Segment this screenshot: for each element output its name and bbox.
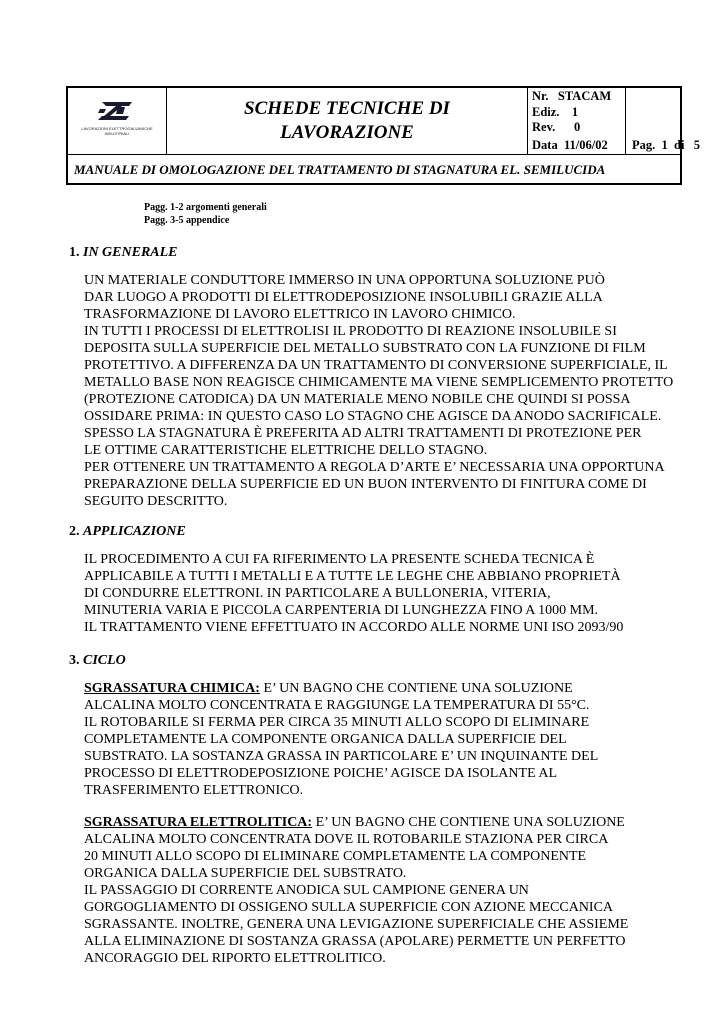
text-line: IL PASSAGGIO DI CORRENTE ANODICA SUL CAMPIONE GENERA UN — [84, 883, 529, 898]
text-line: ANCORAGGIO DEL RIPORTO ELETTROLITICO. — [84, 951, 386, 966]
section-1-body — [84, 272, 673, 510]
section-heading-1 — [69, 244, 178, 261]
block-first-line: E’ UN BAGNO CHE CONTIENE UNA SOLUZIONE — [259, 681, 573, 696]
logo-subtext: LAVORAZIONI ELETTROGALVANICHE INDUSTRIALI — [81, 126, 153, 136]
text-line: METALLO BASE NON REAGISCE CHIMICAMENTE MA VIENE SEMPLICEMENTO PROTETTO — [84, 375, 674, 390]
section-heading-2 — [69, 523, 186, 540]
section-heading-3 — [69, 652, 126, 669]
text-line: SPESSO LA STAGNATURA È PREFERITA AD ALTRI TRATTAMENTI DI PROTEZIONE PER — [84, 426, 642, 441]
block-first-line: E’ UN BAGNO CHE CONTIENE UNA SOLUZIONE — [312, 815, 625, 830]
text-line: ALCALINA MOLTO CONCENTRATA DOVE IL ROTOBARILE STAZIONA PER CIRCA — [84, 832, 609, 847]
section-number: 1. — [69, 245, 80, 260]
section-number: 3. — [69, 653, 80, 668]
text-line: LE OTTIME CARATTERISTICHE ELETTRICHE DELLO STAGNO. — [84, 443, 488, 458]
document-header — [66, 86, 701, 185]
section-number: 2. — [69, 524, 80, 539]
block-label: SGRASSATURA CHIMICA: — [84, 681, 260, 696]
logo-cell — [68, 88, 167, 154]
section-title: IN GENERALE — [83, 245, 178, 260]
text-line: DAR LUOGO A PRODOTTI DI ELETTRODEPOSIZIONE INSOLUBILI GRAZIE ALLA — [84, 290, 603, 305]
text-line: IL PROCEDIMENTO A CUI FA RIFERIMENTO LA PRESENTE SCHEDA TECNICA È — [84, 552, 595, 567]
text-line-with-label — [84, 680, 598, 697]
text-line: (PROTEZIONE CATODICA) DA UN MATERIALE MENO NOBILE CHE QUINDI SI POSSA — [84, 392, 631, 407]
text-line: IL TRATTAMENTO VIENE EFFETTUATO IN ACCORDO ALLE NORME UNI ISO 2093/90 — [84, 620, 624, 635]
section-title: CICLO — [83, 653, 126, 668]
text-line: 20 MINUTI ALLO SCOPO DI ELIMINARE COMPLETAMENTE LA COMPONENTE — [84, 849, 587, 864]
text-line: GORGOGLIAMENTO DI OSSIGENO SULLA SUPERFICIE CON AZIONE MECCANICA — [84, 900, 614, 915]
doc-date: Data 11/06/02 — [532, 138, 608, 152]
text-line: COMPLETAMENTE LA COMPONENTE ORGANICA DALLA SUPERFICIE DEL — [84, 732, 567, 747]
text-line: PER OTTENERE UN TRATTAMENTO A REGOLA D’ARTE E’ NECESSARIA UNA OPPORTUNA — [84, 460, 665, 475]
degreasing-chemical-block — [84, 680, 598, 799]
revision: Rev. 0 — [532, 120, 581, 134]
text-line: DI CONDURRE ELETTRONI. IN PARTICOLARE A BULLONERIA, VITERIA, — [84, 586, 551, 601]
section-2-body — [84, 551, 623, 636]
pagg-line-1: Pagg. 1-2 argomenti generali — [144, 202, 267, 213]
section-title: APPLICAZIONE — [83, 524, 186, 539]
text-line: UN MATERIALE CONDUTTORE IMMERSO IN UNA OPPORTUNA SOLUZIONE PUÒ — [84, 273, 605, 288]
text-line: PROCESSO DI ELETTRODEPOSIZIONE POICHE’ AGISCE DA ISOLANTE AL — [84, 766, 558, 781]
text-line: IL ROTOBARILE SI FERMA PER CIRCA 35 MINUTI ALLO SCOPO DI ELIMINARE — [84, 715, 590, 730]
text-line: TRASFERIMENTO ELETTRONICO. — [84, 783, 304, 798]
pagg-line-2: Pagg. 3-5 appendice — [144, 215, 230, 226]
title-line-2: LAVORAZIONE — [280, 122, 414, 143]
text-line: ALCALINA MOLTO CONCENTRATA E RAGGIUNGE LA TEMPERATURA DI 55°C. — [84, 698, 590, 713]
block-label: SGRASSATURA ELETTROLITICA: — [84, 815, 313, 830]
text-line: PREPARAZIONE DELLA SUPERFICIE ED UN BUON INTERVENTO DI FINITURA COME DI — [84, 477, 647, 492]
text-line: MINUTERIA VARIA E PICCOLA CARPENTERIA DI LUNGHEZZA FINO A 1000 MM. — [84, 603, 599, 618]
text-line: SUBSTRATO. LA SOSTANZA GRASSA IN PARTICOLARE E’ UN INQUINANTE DEL — [84, 749, 599, 764]
text-line: APPLICABILE A TUTTI I METALLI E A TUTTE LE LEGHE CHE ABBIANO PROPRIETÀ — [84, 569, 621, 584]
page-number: Pag. 1 di 5 — [632, 138, 701, 152]
text-line-with-label — [84, 814, 628, 831]
edition: Ediz. 1 — [532, 105, 579, 119]
text-line: PROTETTIVO. A DIFFERENZA DA UN TRATTAMENTO DI CONVERSIONE SUPERFICIALE, IL — [84, 358, 668, 373]
text-line: SEGUITO DESCRITTO. — [84, 494, 228, 509]
text-line: SGRASSANTE. INOLTRE, GENERA UNA LEVIGAZIONE SUPERFICIALE CHE ASSIEME — [84, 917, 629, 932]
degreasing-electrolytic-block — [84, 814, 628, 967]
text-line: ALLA ELIMINAZIONE DI SOSTANZA GRASSA (APOLARE) PERMETTE UN PERFETTO — [84, 934, 626, 949]
text-line: IN TUTTI I PROCESSI DI ELETTROLISI IL PRODOTTO DI REAZIONE INSOLUBILE SI — [84, 324, 617, 339]
manual-title: MANUALE DI OMOLOGAZIONE DEL TRATTAMENTO DI STAGNATURA EL. SEMILUCIDA — [74, 162, 606, 177]
title-cell — [167, 88, 528, 154]
title-line-1: SCHEDE TECNICHE DI — [244, 98, 450, 119]
document-title — [167, 97, 527, 145]
header-top-row — [68, 88, 701, 155]
text-line: TRASFORMAZIONE DI LAVORO ELETTRICO IN LAVORO CHIMICO. — [84, 307, 516, 322]
text-line: ORGANICA DALLA SUPERFICIE DEL SUBSTRATO. — [84, 866, 407, 881]
company-logo — [96, 100, 134, 122]
text-line: OSSIDARE PRIMA: IN QUESTO CASO LO STAGNO CHE AGISCE DA ANODO SACRIFICALE. — [84, 409, 662, 424]
header-bottom-row — [68, 155, 680, 185]
doc-number: Nr. STACAM — [532, 89, 612, 103]
text-line: DEPOSITA SULLA SUPERFICIE DEL METALLO SUBSTRATO CON LA FUNZIONE DI FILM — [84, 341, 646, 356]
